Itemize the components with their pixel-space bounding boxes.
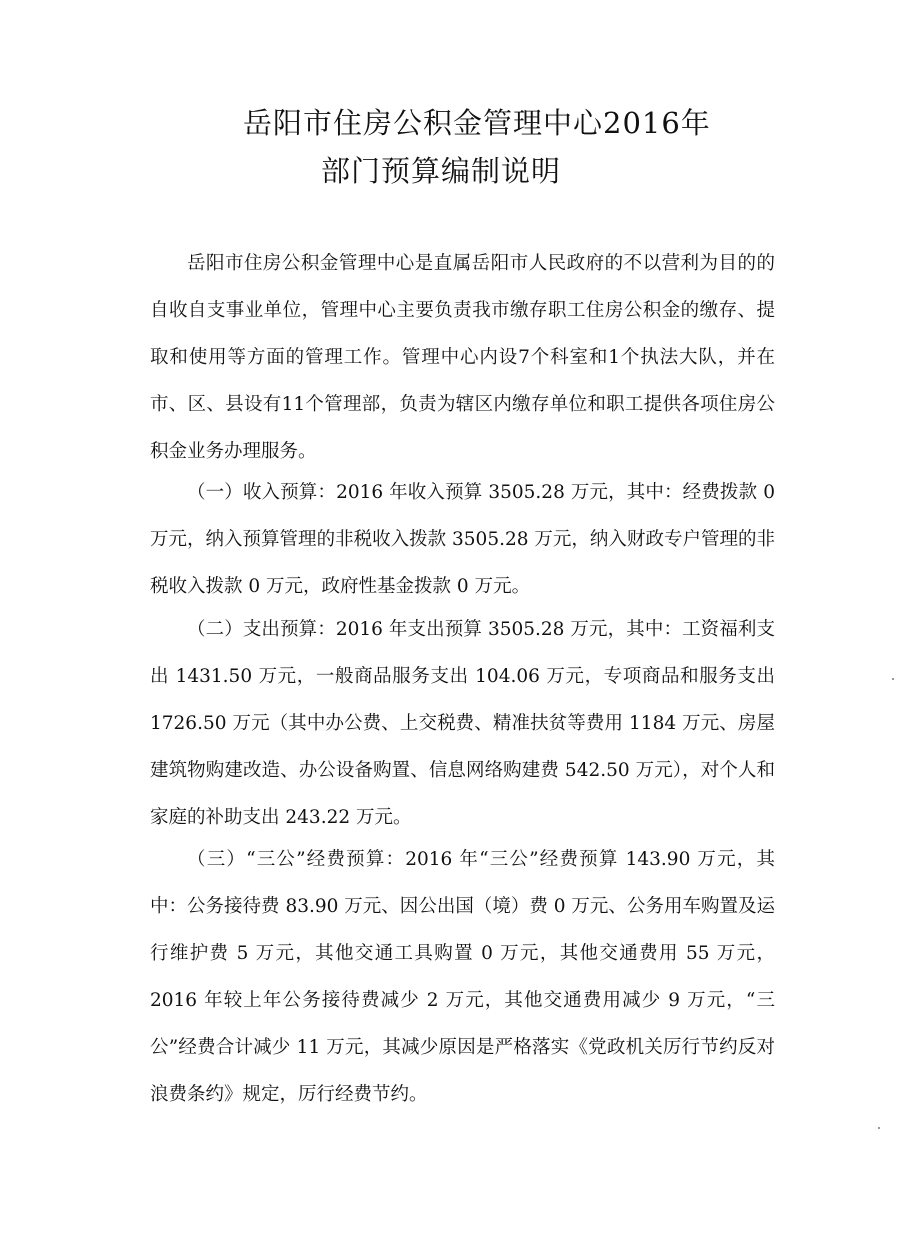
paragraph-three-public-budget: （三）“三公”经费预算：2016 年“三公”经费预算 143.90 万元，其中：公务接待费 83.90 万元、因公出国（境）费 0 万元、公务用车购置及运行维护费 5 万元，其他交通工具购置 0 万元，其他交通费用 55 万元，2016 年较上年公务接待费减少 2 万元，其他交通费用减少 9 万元，“三公”经费合计减少 11 万元，其减少原因是严格落实《党政机关厉行节约反对浪费条约》规定，厉行经费节约。 bbox=[150, 849, 775, 1105]
scan-speck bbox=[892, 678, 894, 680]
document-title-line-1: 岳阳市住房公积金管理中心2016年 bbox=[243, 106, 711, 140]
scan-speck bbox=[878, 1127, 880, 1129]
document-title-line-2: 部门预算编制说明 bbox=[321, 154, 562, 188]
paragraph-intro: 岳阳市住房公积金管理中心是直属岳阳市人民政府的不以营利为目的的自收自支事业单位，管理中心主要负责我市缴存职工住房公积金的缴存、提取和使用等方面的管理工作。管理中心内设7个科室和1个执法大队，并在市、区、县设有11个管理部，负责为辖区内缴存单位和职工提供各项住房公积金业务办理服务。 bbox=[150, 253, 775, 462]
paragraph-income-budget: （一）收入预算：2016 年收入预算 3505.28 万元，其中：经费拨款 0 万元，纳入预算管理的非税收入拨款 3505.28 万元，纳入财政专户管理的非税收入拨款 0 万元，政府性基金拨款 0 万元。 bbox=[150, 482, 775, 597]
paragraph-expenditure-budget: （二）支出预算：2016 年支出预算 3505.28 万元，其中：工资福利支出 1431.50 万元，一般商品服务支出 104.06 万元，专项商品和服务支出 1726.50 万元（其中办公费、上交税费、精准扶贫等费用 1184 万元、房屋建筑物购建改造、办公设备购置、信息网络购建费 542.50 万元），对个人和家庭的补助支出 243.22 万元。 bbox=[150, 619, 775, 828]
